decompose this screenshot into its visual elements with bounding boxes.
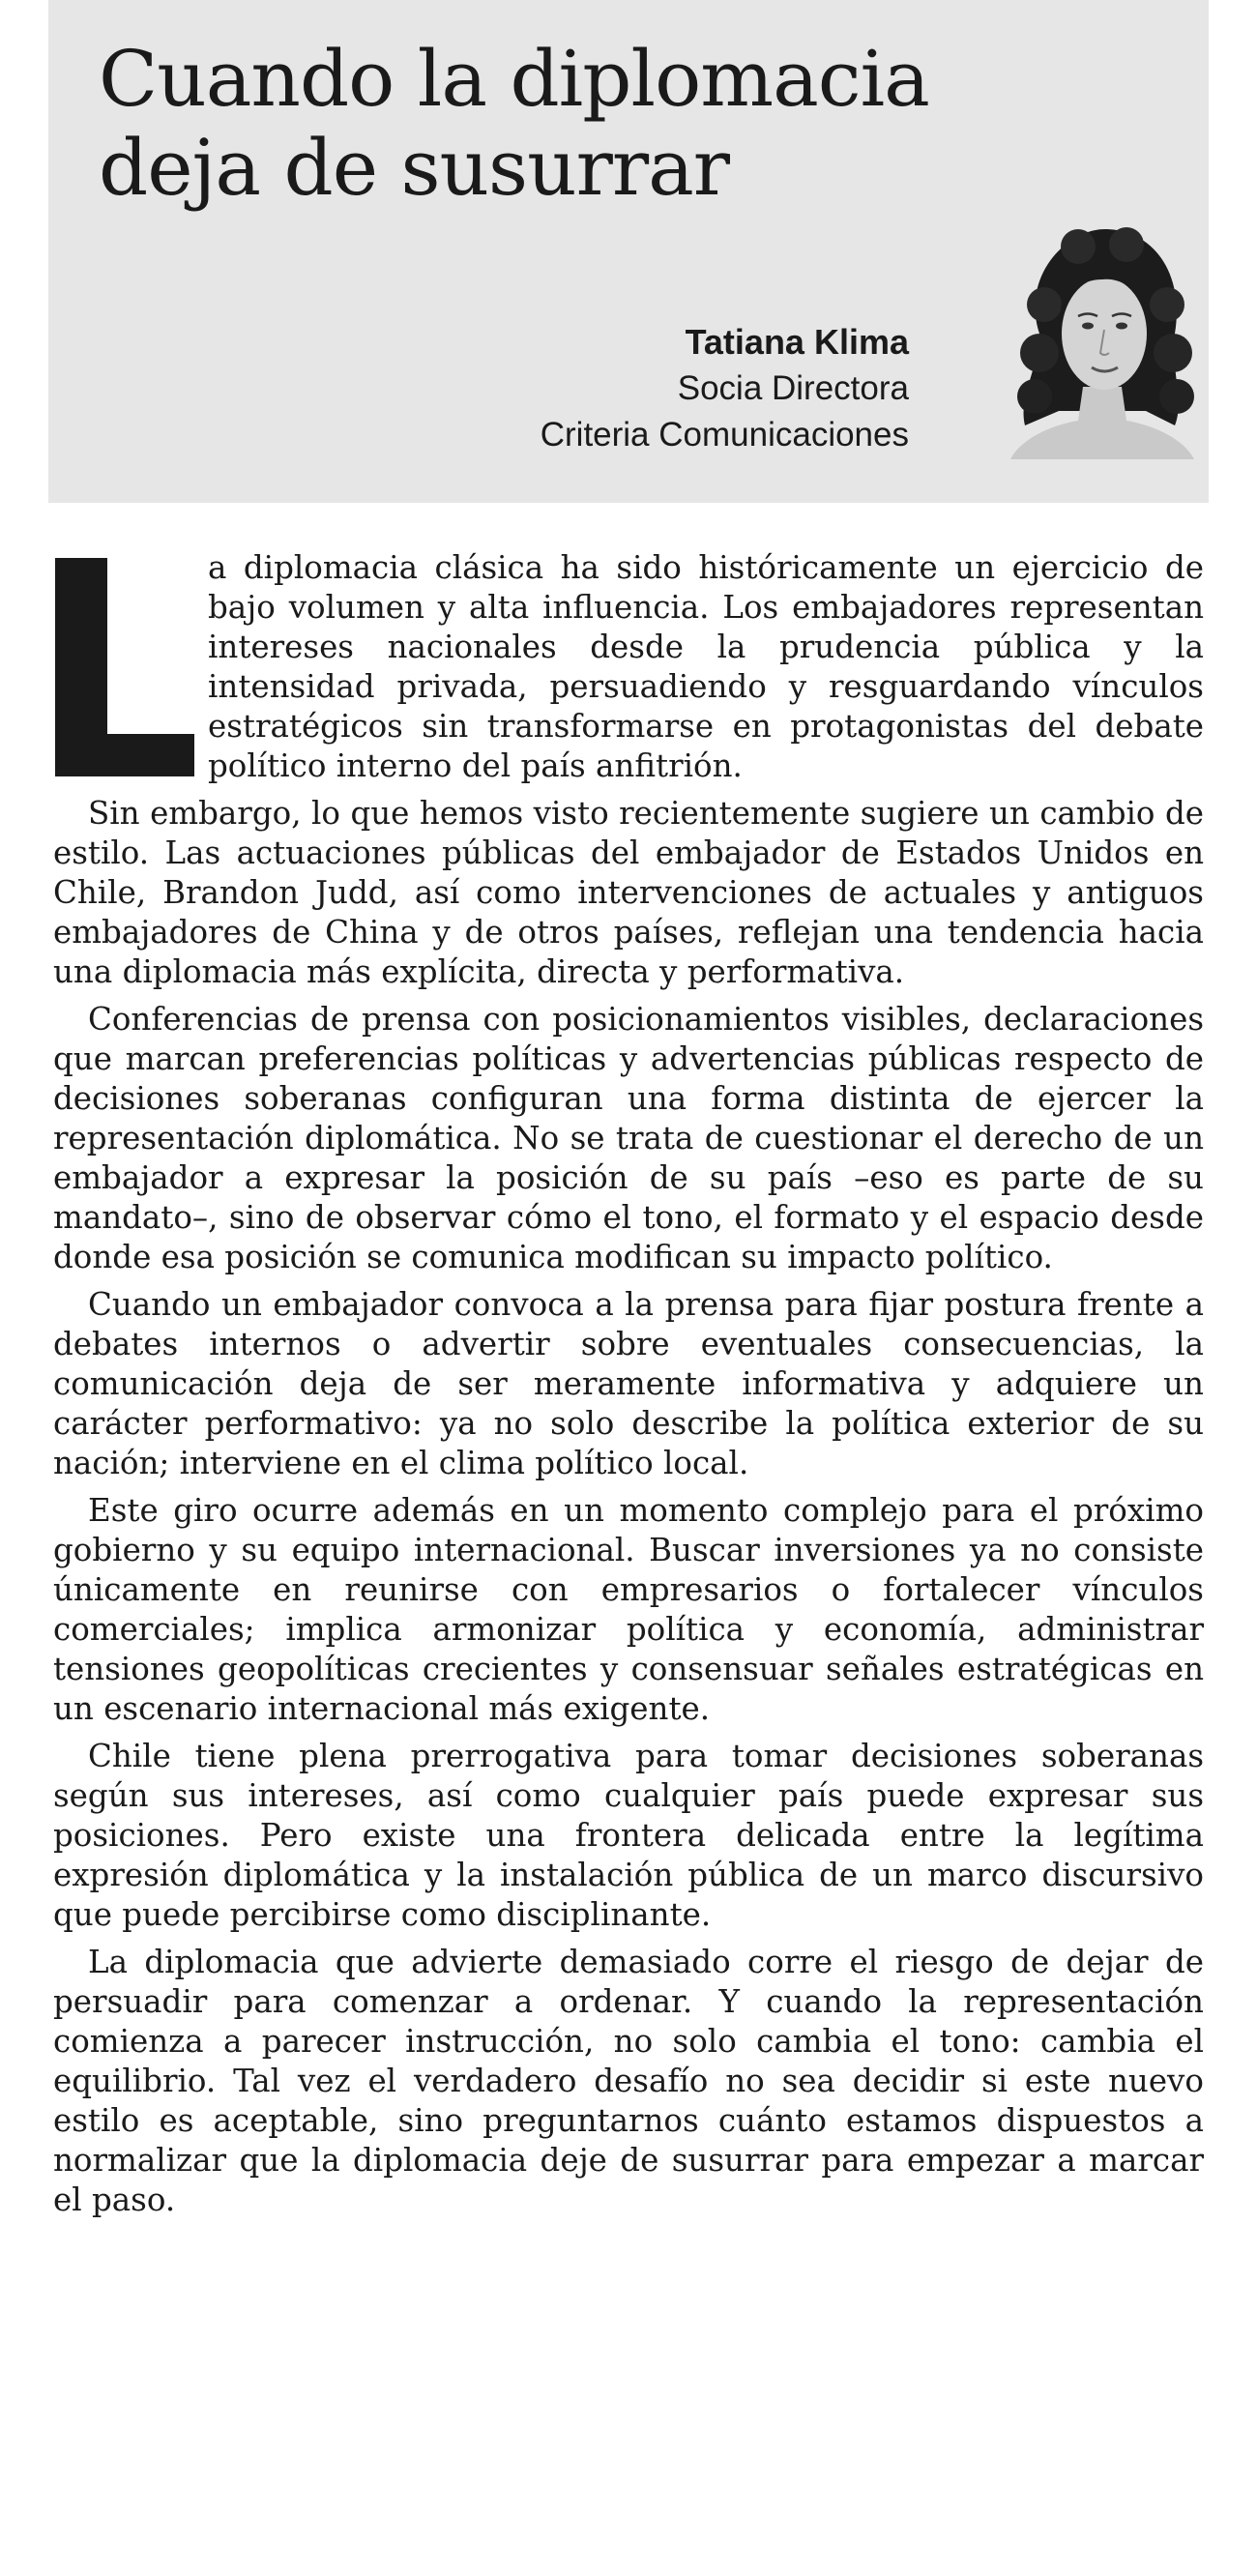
drop-cap-letter-icon [53, 558, 196, 778]
author-portrait-photo [1001, 218, 1204, 459]
article-paragraph: Cuando un embajador convoca a la prensa para fijar postura frente a debates internos o advertir sobre eventuales consecuencias, la comunicación deja de ser meramente informativa y adquiere un carácter performativo: ya no solo describe la política exterior de su nación; interviene en el clima político local. [53, 1286, 1204, 1481]
article-paragraph: Sin embargo, lo que hemos visto recientemente sugiere un cambio de estilo. Las actuaciones públicas del embajador de Estados Unidos en Chile, Brandon Judd, así como intervenciones de actuales y antiguos embajadores de China y de otros países, reflejan una tendencia hacia una diplomacia más explícita, directa y performativa. [53, 795, 1204, 990]
author-portrait [1001, 218, 1204, 459]
author-role: Socia Directora [677, 369, 909, 407]
drop-cap [53, 558, 196, 778]
first-paragraph-text: a diplomacia clásica ha sido históricamente un ejercicio de bajo volumen y alta influencia. Los embajadores representan intereses nacionales desde la prudencia pública y la intensidad privada, persuadiendo y resguardando vínculos estratégicos sin transformarse en protagonistas del debate político interno del país anfitrión. [208, 549, 1204, 784]
article-title: Cuando la diplomacia deja de susurrar [99, 34, 929, 213]
author-byline [541, 319, 909, 458]
article-paragraph: Este giro ocurre además en un momento complejo para el próximo gobierno y su equipo internacional. Buscar inversiones ya no consiste únicamente en reunirse con empresarios o fortalecer vínculos comerciales; implica armonizar política y economía, administrar tensiones geopolíticas crecientes y consensuar señales estratégicas en un escenario internacional más exigente. [53, 1492, 1204, 1727]
article-paragraph [53, 548, 1204, 786]
article-paragraph: Conferencias de prensa con posicionamientos visibles, declaraciones que marcan preferencias políticas y advertencias públicas respecto de decisiones soberanas configuran una forma distinta de ejercer la representación diplomática. No se trata de cuestionar el derecho de un embajador a expresar la posición de su país –eso es parte de su mandato–, sino de observar cómo el tono, el formato y el espacio desde donde esa posición se comunica modifican su impacto político. [53, 1001, 1204, 1275]
article-paragraph: Chile tiene plena prerrogativa para tomar decisiones soberanas según sus intereses, así como cualquier país puede expresar sus posiciones. Pero existe una frontera delicada entre la legítima expresión diplomática y la instalación pública de un marco discursivo que puede percibirse como disciplinante. [53, 1738, 1204, 1933]
article-paragraph: La diplomacia que advierte demasiado corre el riesgo de dejar de persuadir para comenzar a ordenar. Y cuando la representación comienza a parecer instrucción, no solo cambia el tono: cambia el equilibrio. Tal vez el verdadero desafío no sea decidir si este nuevo estilo es aceptable, sino preguntarnos cuánto estamos dispuestos a normalizar que la diplomacia deje de susurrar para empezar a marcar el paso. [53, 1944, 1204, 2218]
article-body [53, 548, 1204, 2228]
author-organization: Criteria Comunicaciones [540, 416, 909, 454]
article-header [48, 0, 1209, 503]
author-name: Tatiana Klima [685, 322, 909, 362]
